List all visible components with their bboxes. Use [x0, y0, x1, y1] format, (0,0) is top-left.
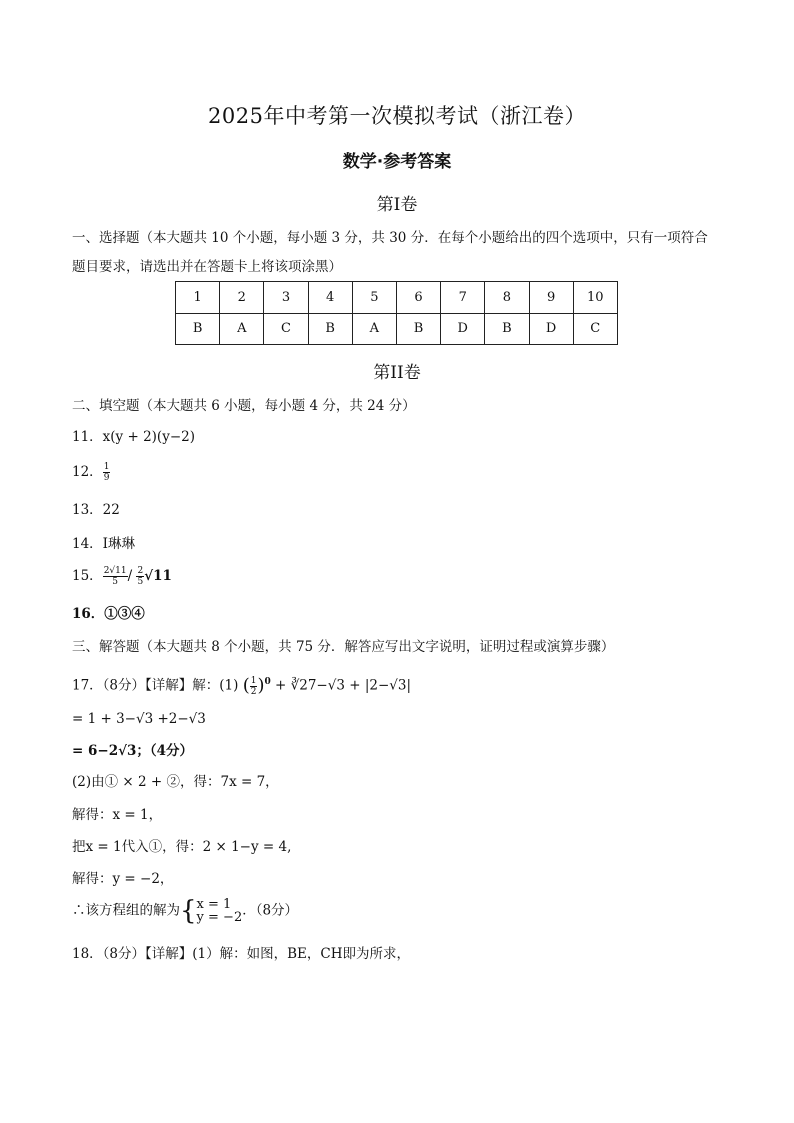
answer-18: 18．（8分）【详解】(1）解：如图，BE，CH即为所求，	[72, 946, 411, 962]
answer-17-line4: (2)由① × 2 + ②，得：7x = 7，	[72, 774, 279, 790]
answer-17-exponent: 0	[264, 677, 271, 687]
answer-table	[175, 281, 618, 345]
volume-one-heading: 第Ⅰ卷	[376, 195, 418, 215]
answer-16: 16．①③④	[72, 606, 145, 622]
answer-15-separator: /	[127, 568, 133, 584]
equation-system	[197, 898, 243, 924]
answer-17-line8-prefix: ∴该方程组的解为	[72, 902, 180, 919]
answer-letter: D	[529, 313, 573, 345]
answer-letter: B	[176, 313, 220, 345]
answer-15-label: 15．	[72, 568, 103, 584]
question-number: 3	[264, 282, 308, 314]
question-number: 1	[176, 282, 220, 314]
right-paren: )	[257, 675, 265, 696]
question-number: 9	[529, 282, 573, 314]
question-number: 6	[396, 282, 440, 314]
answer-17-line5: 解得：x = 1，	[72, 807, 163, 823]
answer-letter: B	[308, 313, 352, 345]
answer-17-label: 17．（8分）【详解】解：(1)	[72, 677, 239, 694]
question-number: 10	[573, 282, 617, 314]
answer-17-expression: + ∛27−√3 + |2−√3|	[275, 677, 412, 694]
answer-12-fraction	[103, 462, 111, 483]
answer-17-head	[72, 672, 411, 697]
left-paren: (	[242, 675, 250, 696]
section-one-heading-line2: 题目要求，请选出并在答题卡上将该项涂黑）	[72, 259, 342, 275]
question-number: 8	[485, 282, 529, 314]
answer-letter: B	[485, 313, 529, 345]
answer-letter: A	[220, 313, 264, 345]
answer-15-fraction	[103, 566, 128, 587]
answer-12	[72, 462, 110, 483]
fraction-denominator: 2	[250, 686, 257, 697]
section-two-heading: 二、填空题（本大题共 6 小题，每小题 4 分，共 24 分）	[72, 398, 416, 414]
answer-letter: B	[396, 313, 440, 345]
answer-letter: D	[441, 313, 485, 345]
question-number: 5	[352, 282, 396, 314]
equation-system-top: x = 1	[196, 897, 232, 912]
fraction-numerator: 1	[103, 462, 110, 472]
answer-table-numbers-row	[176, 282, 618, 314]
fraction-denominator: 5	[112, 577, 119, 587]
page-subtitle: 数学·参考答案	[342, 152, 452, 172]
question-number: 4	[308, 282, 352, 314]
fraction-denominator: 5	[137, 577, 144, 587]
fraction-numerator: 2	[137, 566, 144, 576]
section-one-heading-line1: 一、选择题（本大题共 10 个小题，每小题 3 分，共 30 分．在每个小题给出的四个选项中，只有一项符合	[72, 230, 708, 246]
answer-14: 14．I琳琳	[72, 536, 136, 552]
answer-17-line3: = 6−2√3；（4分）	[72, 743, 194, 759]
left-brace: {	[180, 896, 197, 926]
fraction-numerator: 1	[250, 675, 257, 686]
answer-17-line6: 把x = 1代入①，得：2 × 1−y = 4,	[72, 839, 292, 855]
question-number: 7	[441, 282, 485, 314]
answer-17-line8-suffix: ．（8分）	[242, 902, 299, 919]
answer-15	[72, 566, 172, 587]
answer-13: 13．22	[72, 502, 120, 518]
answer-17-line2: = 1 + 3−√3 +2−√3	[72, 711, 206, 727]
equation-system-bottom: y = −2	[196, 910, 243, 925]
fraction-denominator: 9	[103, 473, 110, 483]
answer-letter: A	[352, 313, 396, 345]
fraction-numerator: 2√11	[103, 566, 127, 576]
answer-12-label: 12．	[72, 464, 103, 480]
page-title: 2025年中考第一次模拟考试（浙江卷）	[208, 104, 586, 128]
answer-letter: C	[573, 313, 617, 345]
answer-table-answers-row	[176, 313, 618, 345]
answer-17-line7: 解得：y = −2，	[72, 871, 174, 887]
answer-15-root: √11	[144, 568, 172, 584]
answer-letter: C	[264, 313, 308, 345]
section-three-heading: 三、解答题（本大题共 8 个小题，共 75 分．解答应写出文字说明，证明过程或演算步骤）	[72, 639, 615, 655]
question-number: 2	[220, 282, 264, 314]
volume-two-heading: 第II卷	[373, 363, 421, 383]
answer-11: 11．x(y + 2)(y−2)	[72, 429, 195, 445]
answer-17-line8	[72, 898, 298, 924]
